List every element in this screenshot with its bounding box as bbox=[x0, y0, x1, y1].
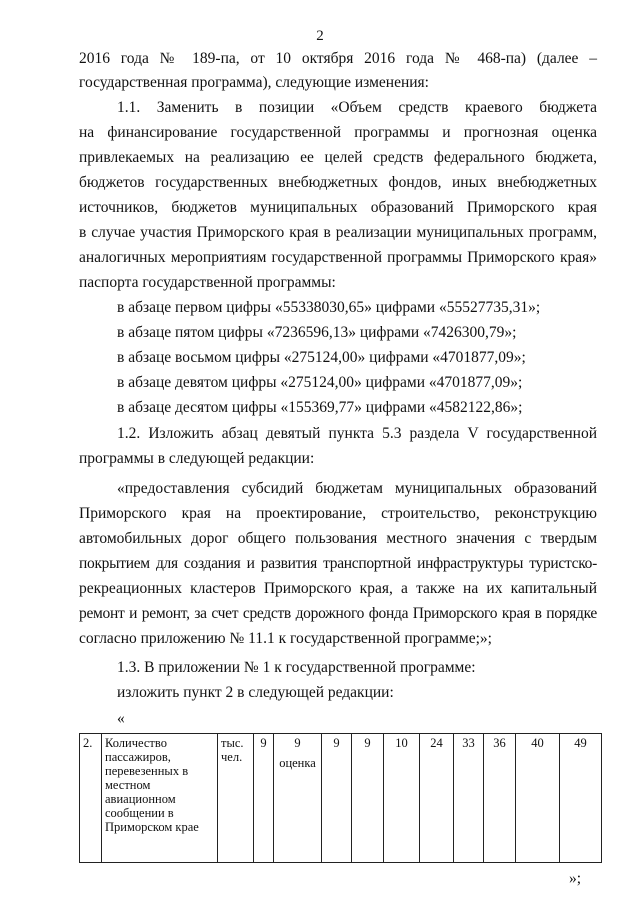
value-cell: 9 bbox=[322, 734, 352, 863]
item-1-2-line-1: 1.2. Изложить абзац девятый пункта 5.3 раздела V государственной bbox=[117, 425, 597, 442]
replacement-2: в абзаце пятом цифры «7236596,13» цифрами «7426300,79»; bbox=[117, 324, 517, 341]
item-1-1-line-8: паспорта государственной программы: bbox=[79, 274, 336, 291]
item-1-3-sub: изложить пункт 2 в следующей редакции: bbox=[117, 684, 394, 701]
item-1-1-line-6: в случае участия Приморского края в реализации муниципальных программ, bbox=[79, 224, 597, 241]
row-number: 2. bbox=[80, 734, 102, 863]
quote-line-3: автомобильных дорог общего пользования местного значения с твердым bbox=[79, 530, 597, 547]
quote-line-4: покрытием для создания и развития транспортной инфраструктуры туристско- bbox=[79, 555, 597, 572]
item-1-1-line-7: аналогичных мероприятиям государственной программы Приморского края» bbox=[79, 249, 597, 266]
quote-line-1: «предоставления субсидий бюджетам муниципальных образований bbox=[117, 480, 597, 497]
estimate-note: оценка bbox=[279, 756, 316, 770]
value-cell: 40 bbox=[516, 734, 560, 863]
item-1-1-line-4: бюджетов государственных внебюджетных фондов, иных внебюджетных bbox=[79, 174, 597, 191]
estimate-cell bbox=[274, 734, 322, 863]
unit: тыс. чел. bbox=[218, 734, 254, 863]
quote-line-5: рекреационных кластеров Приморского края, а также на их капитальный bbox=[79, 580, 597, 597]
replacement-3: в абзаце восьмом цифры «275124,00» цифрами «4701877,09»; bbox=[117, 349, 526, 366]
replacement-4: в абзаце девятом цифры «275124,00» цифрами «4701877,09»; bbox=[117, 374, 523, 391]
value-cell: 36 bbox=[484, 734, 516, 863]
item-1-1-line-2: на финансирование государственной программы и прогнозная оценка bbox=[79, 124, 597, 141]
replacement-5: в абзаце десятом цифры «155369,77» цифрами «4582122,86»; bbox=[117, 399, 523, 416]
base-value: 9 bbox=[254, 734, 274, 863]
value-cell: 33 bbox=[454, 734, 484, 863]
table-row bbox=[80, 734, 602, 863]
quote-line-6: ремонт и ремонт, за счет средств дорожного фонда Приморского края в порядке bbox=[79, 605, 597, 622]
close-quote: »; bbox=[569, 870, 582, 887]
value-cell: 49 bbox=[560, 734, 602, 863]
value-cell: 10 bbox=[384, 734, 420, 863]
item-1-3: 1.3. В приложении № 1 к государственной программе: bbox=[117, 659, 476, 676]
item-1-1-line-1: 1.1. Заменить в позиции «Объем средств краевого бюджета bbox=[117, 99, 597, 116]
intro-line-2: государственная программа), следующие изменения: bbox=[79, 74, 429, 91]
item-1-2-line-2: программы в следующей редакции: bbox=[79, 450, 315, 467]
quote-line-7: согласно приложению № 11.1 к государственной программе;»; bbox=[79, 630, 492, 647]
indicator-table bbox=[79, 733, 602, 863]
indicator-name: Количество пассажиров, перевезенных в местном авиационном сообщении в Приморском крае bbox=[102, 734, 218, 863]
item-1-1-line-3: привлекаемых на реализацию ее целей средств федерального бюджета, bbox=[79, 149, 597, 166]
value-cell: 24 bbox=[420, 734, 454, 863]
estimate-value: 9 bbox=[294, 736, 301, 750]
replacement-1: в абзаце первом цифры «55338030,65» цифрами «55527735,31»; bbox=[117, 299, 541, 316]
item-1-1-line-5: источников, бюджетов муниципальных образований Приморского края bbox=[79, 199, 597, 216]
page-number: 2 bbox=[316, 28, 324, 44]
quote-line-2: Приморского края на проектирование, строительство, реконструкцию bbox=[79, 505, 597, 522]
open-quote: « bbox=[117, 710, 125, 727]
value-cell: 9 bbox=[352, 734, 384, 863]
intro-line-1: 2016 года № 189-па, от 10 октября 2016 года № 468-па) (далее – bbox=[79, 50, 597, 67]
